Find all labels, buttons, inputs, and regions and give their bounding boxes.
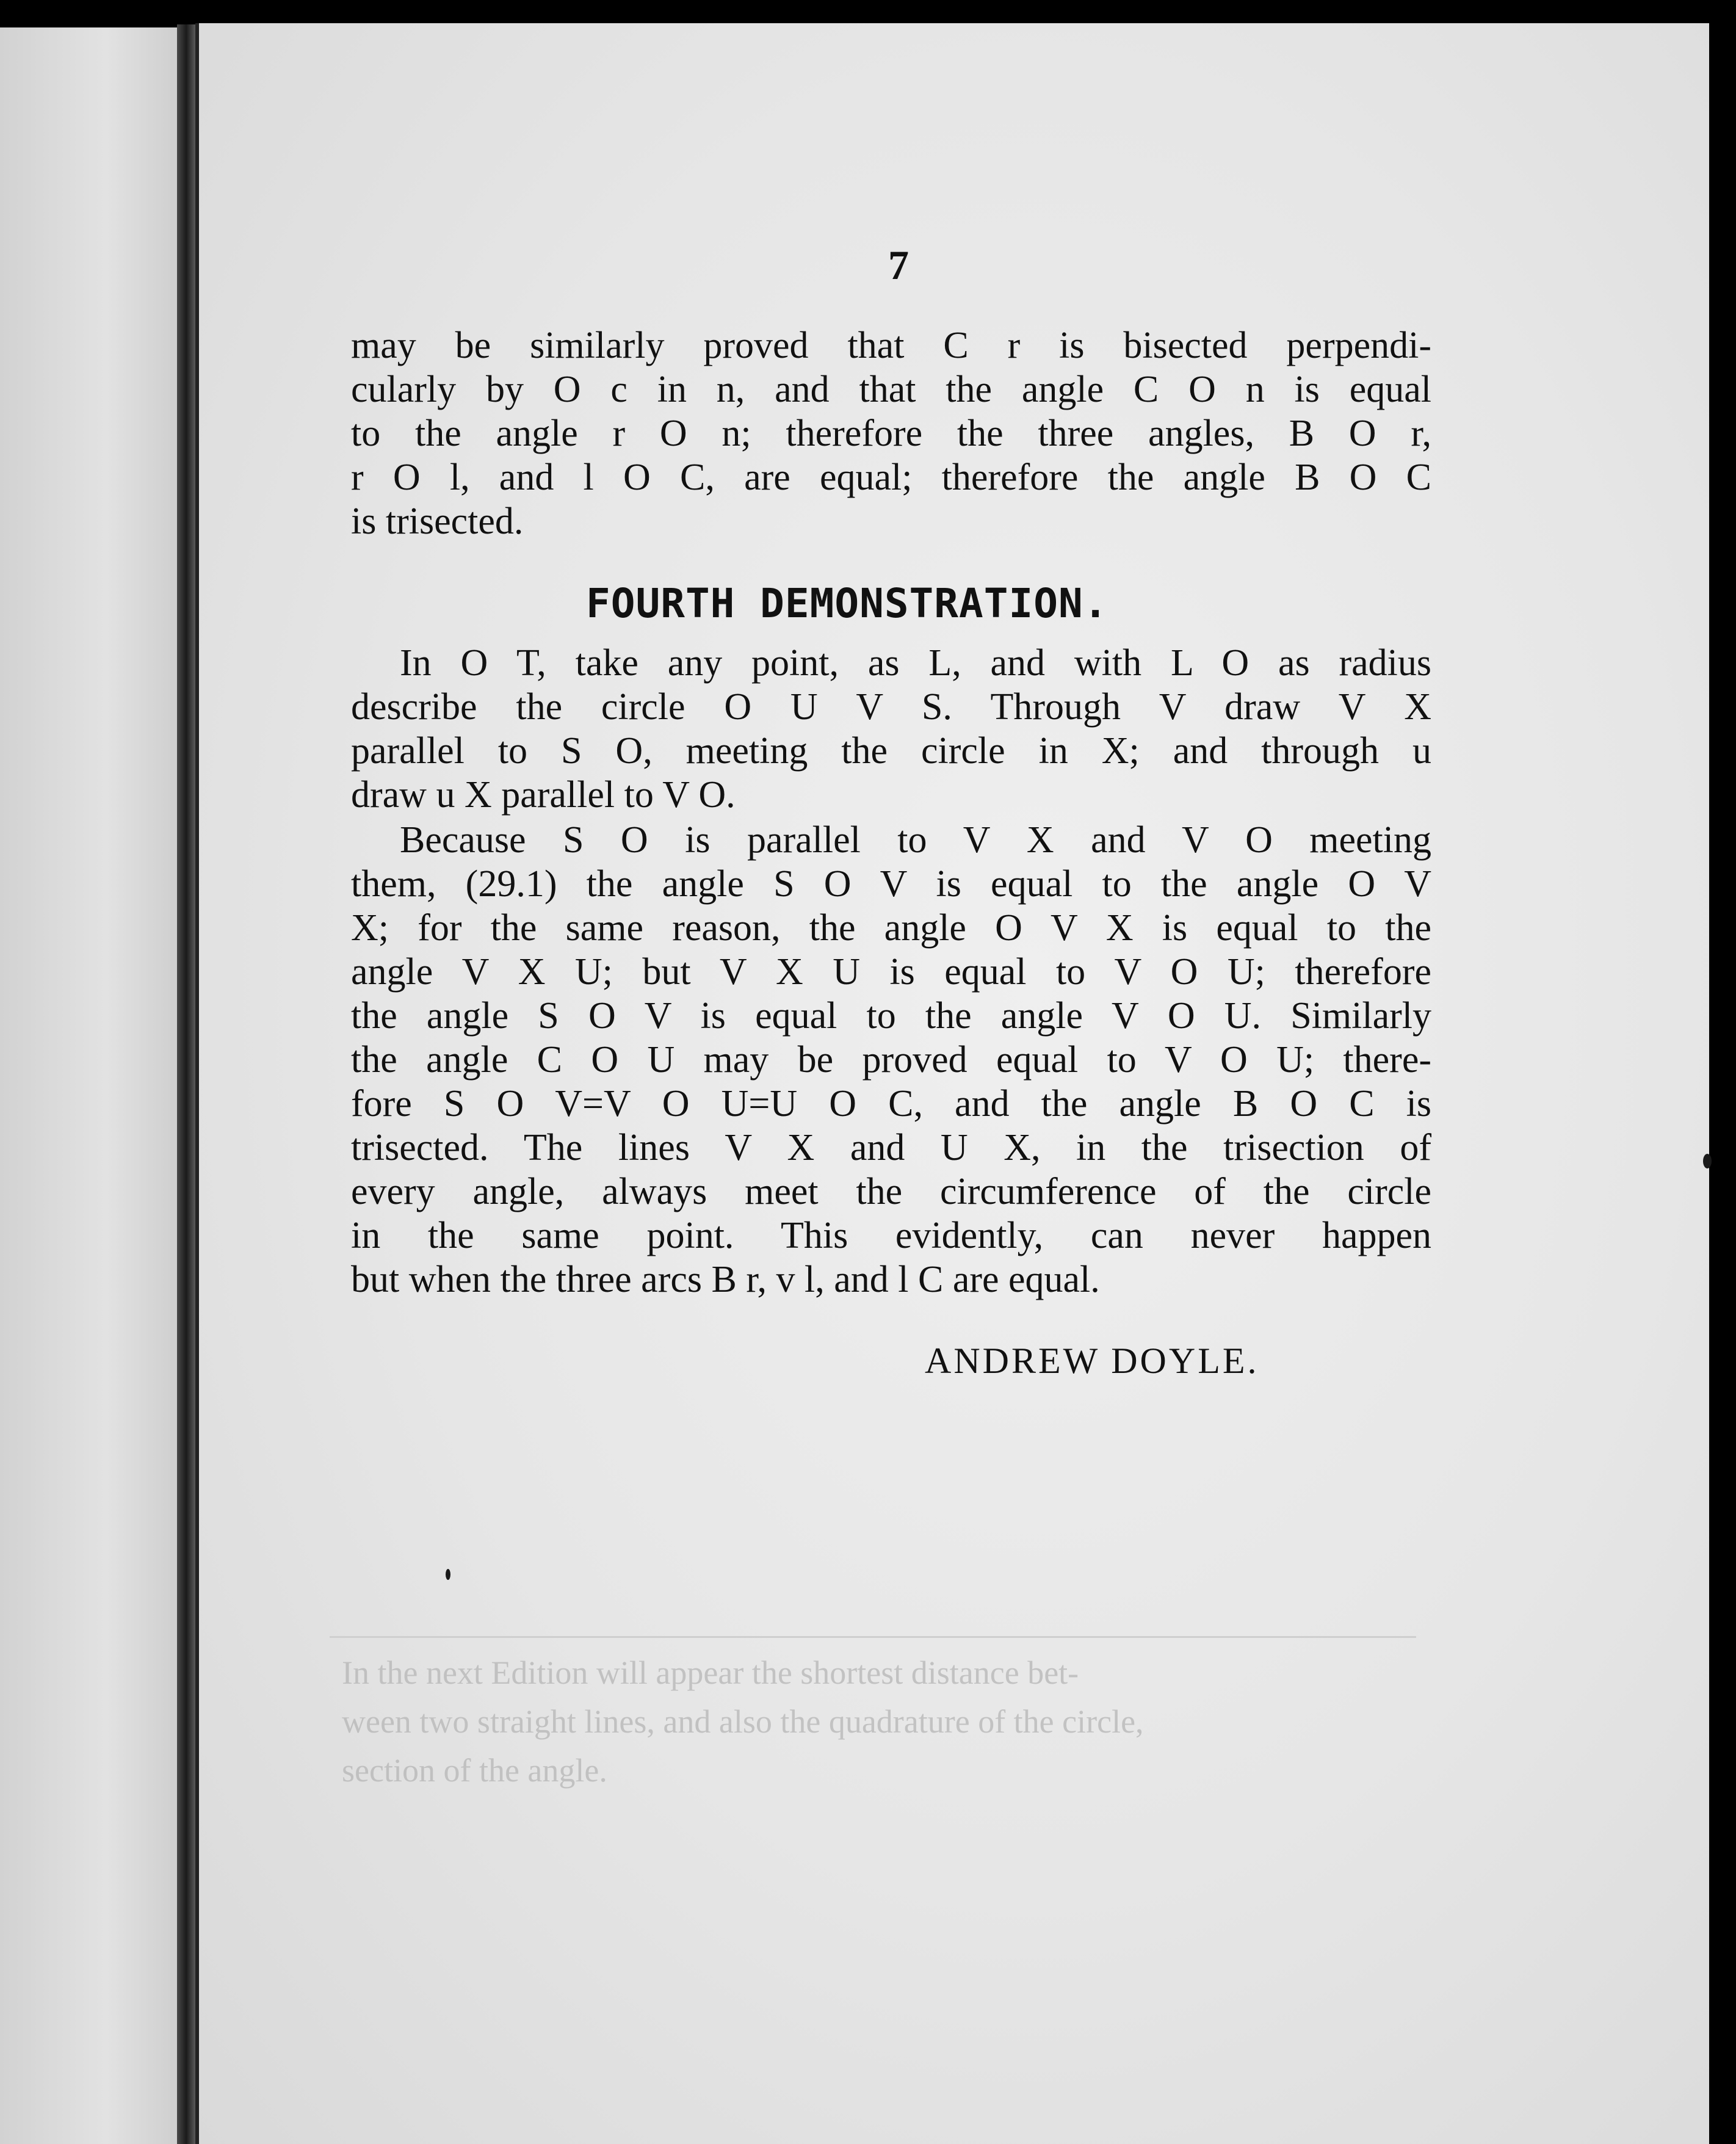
text-line: In O T, take any point, as L, and with L O as radius [400, 642, 1431, 684]
text-line: to the angle r O n; therefore the three angles, B O r, [351, 413, 1431, 454]
proof-paragraph [351, 818, 1431, 1302]
text-line: cularly by O c in n, and that the angle C O n is equal [351, 369, 1431, 410]
bleed-through-line: section of the angle. [342, 1752, 607, 1789]
bleed-through-rule [330, 1636, 1416, 1638]
text-line: every angle, always meet the circumference of the circle [351, 1171, 1431, 1212]
text-line: is trisected. [351, 501, 524, 542]
bleed-through-line: ween two straight lines, and also the quadrature of the circle, [342, 1703, 1144, 1740]
continuation-paragraph [351, 324, 1431, 543]
construction-paragraph [351, 641, 1431, 817]
text-line: the angle S O V is equal to the angle V O U. Similarly [351, 995, 1431, 1037]
book-gutter [177, 24, 195, 2144]
text-line: parallel to S O, meeting the circle in X; and through u [351, 730, 1431, 772]
facing-page [0, 27, 177, 2144]
bleed-through-line: In the next Edition will appear the shortest distance bet- [342, 1654, 1079, 1691]
page-number: 7 [888, 242, 909, 288]
ink-speck [1703, 1154, 1712, 1168]
text-line: but when the three arcs B r, v l, and l C are equal. [351, 1259, 1100, 1300]
text-line: r O l, and l O C, are equal; therefore the angle B O C [351, 457, 1431, 498]
text-line: Because S O is parallel to V X and V O meeting [400, 819, 1431, 861]
scan-border [1709, 0, 1736, 2144]
text-line: describe the circle O U V S. Through V draw V X [351, 686, 1431, 728]
text-line: trisected. The lines V X and U X, in the trisection of [351, 1127, 1431, 1168]
ink-speck [446, 1569, 450, 1580]
author-signature: ANDREW DOYLE. [925, 1341, 1259, 1381]
text-line: fore S O V=V O U=U O C, and the angle B O C is [351, 1083, 1431, 1125]
text-line: angle V X U; but V X U is equal to V O U; therefore [351, 951, 1431, 993]
text-line: draw u X parallel to V O. [351, 774, 736, 816]
section-heading: FOURTH DEMONSTRATION. [586, 580, 1109, 627]
text-line: the angle C O U may be proved equal to V O U; there- [351, 1039, 1431, 1081]
text-line: X; for the same reason, the angle O V X is equal to the [351, 907, 1431, 949]
text-line: them, (29.1) the angle S O V is equal to the angle O V [351, 863, 1431, 905]
text-line: in the same point. This evidently, can never happen [351, 1215, 1431, 1256]
text-line: may be similarly proved that C r is bisected perpendi- [351, 325, 1431, 366]
